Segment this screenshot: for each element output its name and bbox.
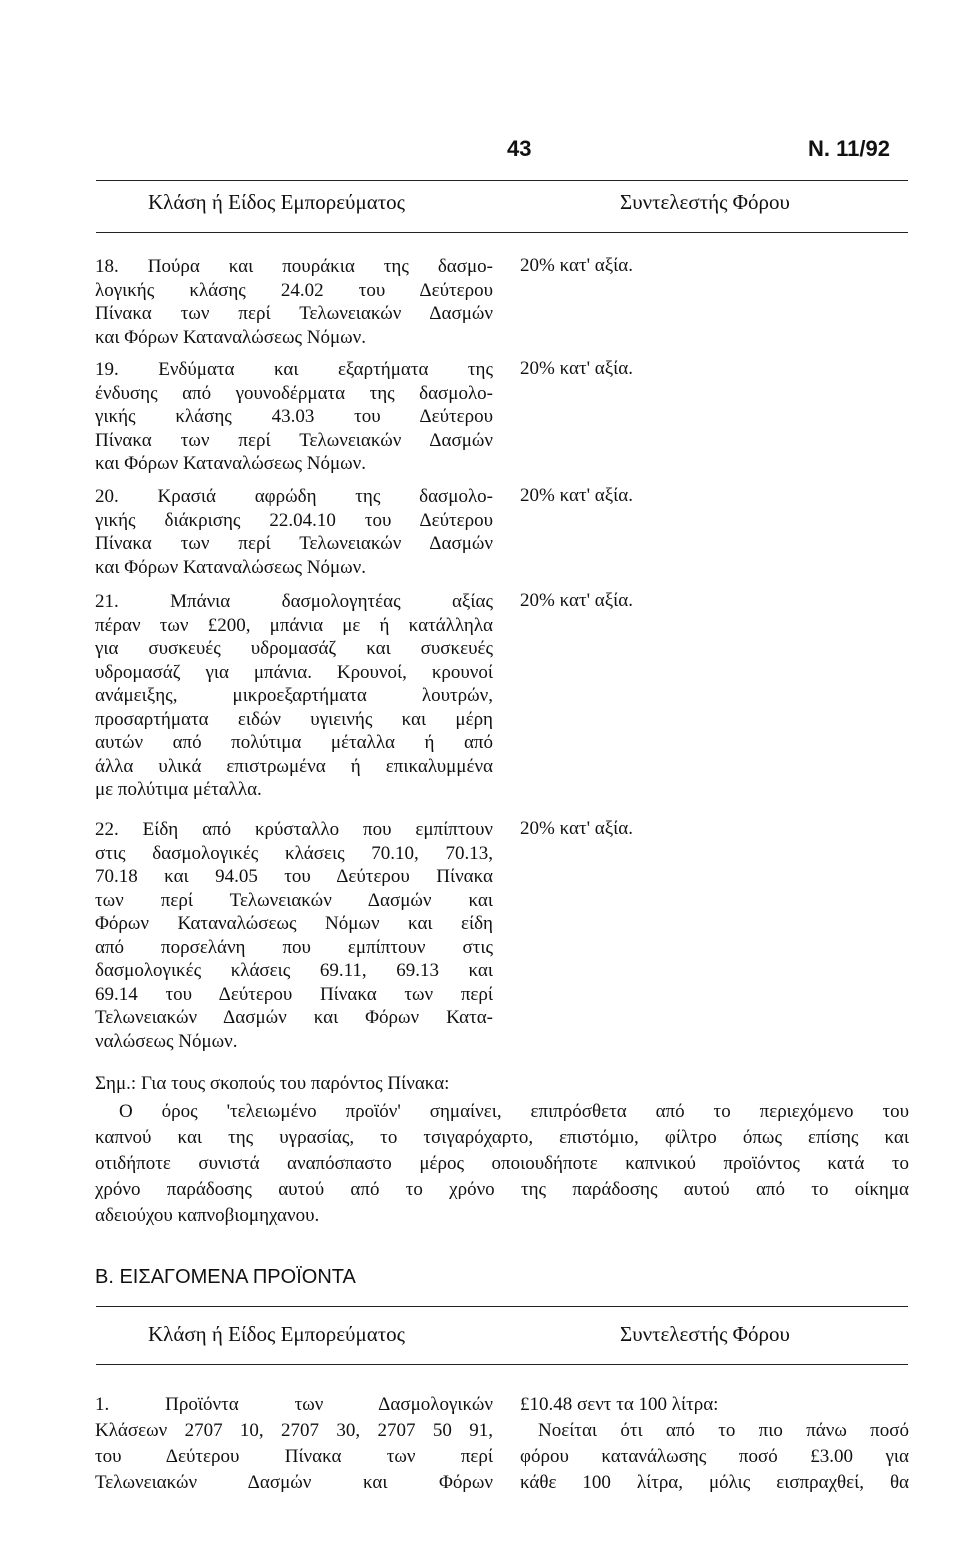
item-line: ανάμειξης, μικροεξαρτήματα λουτρών,	[95, 685, 493, 706]
law-reference: Ν. 11/92	[808, 136, 890, 161]
note-body	[95, 1099, 909, 1229]
item-line: Πίνακα των περί Τελωνειακών Δασμών	[95, 533, 493, 554]
item-line: στις δασμολογικές κλάσεις 70.10, 70.13,	[95, 842, 493, 864]
note-line: καπνού και της υγρασίας, το τσιγαρόχαρτο, επιστόμιο, φίλτρο όπως επίσης και	[95, 1127, 909, 1148]
item-line: δασμολογικές κλάσεις 69.11, 69.13 και	[95, 960, 493, 981]
tax-rate-21: 20% κατ' αξία.	[520, 590, 633, 611]
section-b-title: Β. ΕΙΣΑΓΟΜΕΝΑ ΠΡΟΪΟΝΤΑ	[95, 1266, 356, 1288]
item-line: γικής διάκρισης 22.04.10 του Δεύτερου	[95, 509, 493, 531]
section-b-column-header-rate: Συντελεστής Φόρου	[620, 1322, 790, 1346]
page-number: 43	[507, 136, 532, 161]
item-line: 70.18 και 94.05 του Δεύτερου Πίνακα	[95, 866, 493, 887]
item-line: 19. Ενδύματα και εξαρτήματα της	[95, 359, 493, 380]
item-line: Τελωνειακών Δασμών και Φόρων Κατα-	[95, 1007, 493, 1028]
tariff-item-22	[95, 818, 493, 1053]
note-line: Ο όρος 'τελειωμένο προϊόν' σημαίνει, επιπρόσθετα από το περιεχόμενο του	[119, 1101, 909, 1122]
item-line: άλλα υλικά επιστρωμένα ή επικαλυμμένα	[95, 755, 493, 777]
rate-line: £10.48 σεντ τα 100 λίτρα:	[520, 1394, 719, 1415]
item-line: και Φόρων Καταναλώσεως Νόμων.	[95, 556, 367, 578]
item-line: 21. Μπάνια δασμολογητέας αξίας	[95, 591, 493, 612]
item-line: Τελωνειακών Δασμών και Φόρων	[95, 1472, 493, 1493]
item-line: ένδυσης από γουνοδέρματα της δασμολο-	[95, 382, 493, 404]
item-line: Φόρων Καταναλώσεως Νόμων και είδη	[95, 913, 493, 934]
rate-line: Νοείται ότι από το πιο πάνω ποσό	[538, 1420, 909, 1441]
item-line: και Φόρων Καταναλώσεως Νόμων.	[95, 326, 367, 348]
item-line: προσαρτήματα ειδών υγιεινής και μέρη	[95, 708, 493, 730]
tariff-item-19	[95, 358, 493, 476]
rate-line: κάθε 100 λίτρα, μόλις εισπραχθεί, θα	[520, 1472, 909, 1493]
item-line: 20. Κρασιά αφρώδη της δασμολο-	[95, 486, 493, 507]
item-line: 18. Πούρα και πουράκια της δασμο-	[95, 256, 493, 277]
tax-rate-22: 20% κατ' αξία.	[520, 818, 633, 839]
header-rule	[96, 180, 908, 181]
item-line: Κλάσεων 2707 10, 2707 30, 2707 50 91,	[95, 1420, 493, 1441]
item-line: ναλώσεως Νόμων.	[95, 1030, 238, 1052]
note-line: χρόνο παράδοσης αυτού από το χρόνο της παράδοσης αυτού από το οίκημα	[95, 1179, 909, 1200]
item-line: 1. Προϊόντα των Δασμολογικών	[95, 1394, 493, 1415]
section-b-rate-1	[520, 1392, 909, 1496]
tax-rate-19: 20% κατ' αξία.	[520, 358, 633, 379]
section-b-item-1	[95, 1392, 493, 1496]
item-line: με πολύτιμα μέταλλα.	[95, 779, 262, 800]
item-line: του Δεύτερου Πίνακα των περί	[95, 1446, 493, 1467]
tariff-item-20	[95, 485, 493, 579]
item-line: για συσκευές υδρομασάζ και συσκευές	[95, 638, 493, 659]
note-label: Σημ.: Για τους σκοπούς του παρόντος Πίνακα:	[95, 1073, 450, 1094]
item-line: υδρομασάζ για μπάνια. Κρουνοί, κρουνοί	[95, 661, 493, 683]
item-line: Πίνακα των περί Τελωνειακών Δασμών	[95, 303, 493, 324]
item-line: αυτών από πολύτιμα μέταλλα ή από	[95, 732, 493, 753]
item-line: και Φόρων Καταναλώσεως Νόμων.	[95, 453, 367, 474]
item-line: από πορσελάνη που εμπίπτουν στις	[95, 936, 493, 958]
section-b-column-header-class: Κλάση ή Είδος Εμπορεύματος	[148, 1322, 405, 1346]
item-line: λογικής κλάσης 24.02 του Δεύτερου	[95, 279, 493, 301]
table-header-rule	[96, 232, 908, 233]
rate-line: φόρου κατανάλωσης ποσό £3.00 για	[520, 1446, 909, 1467]
item-line: πέραν των £200, μπάνια με ή κατάλληλα	[95, 614, 493, 636]
item-line: Πίνακα των περί Τελωνειακών Δασμών	[95, 429, 493, 451]
column-header-rate: Συντελεστής Φόρου	[620, 190, 790, 214]
tax-rate-18: 20% κατ' αξία.	[520, 255, 633, 276]
tariff-item-18	[95, 255, 493, 349]
item-line: 69.14 του Δεύτερου Πίνακα των περί	[95, 983, 493, 1005]
item-line: των περί Τελωνειακών Δασμών και	[95, 889, 493, 911]
section-b-header-rule	[96, 1364, 908, 1365]
tariff-item-21	[95, 590, 493, 802]
item-line: γικής κλάσης 43.03 του Δεύτερου	[95, 406, 493, 427]
section-b-rule	[96, 1306, 908, 1307]
note-line: αδειούχου καπνοβιομηχανου.	[95, 1205, 320, 1226]
column-header-class: Κλάση ή Είδος Εμπορεύματος	[148, 190, 405, 214]
note-line: οτιδήποτε συνιστά αναπόσπαστο μέρος οποιουδήποτε καπνικού προϊόντος κατά το	[95, 1153, 909, 1174]
item-line: 22. Είδη από κρύσταλλο που εμπίπτουν	[95, 819, 493, 840]
tax-rate-20: 20% κατ' αξία.	[520, 485, 633, 506]
